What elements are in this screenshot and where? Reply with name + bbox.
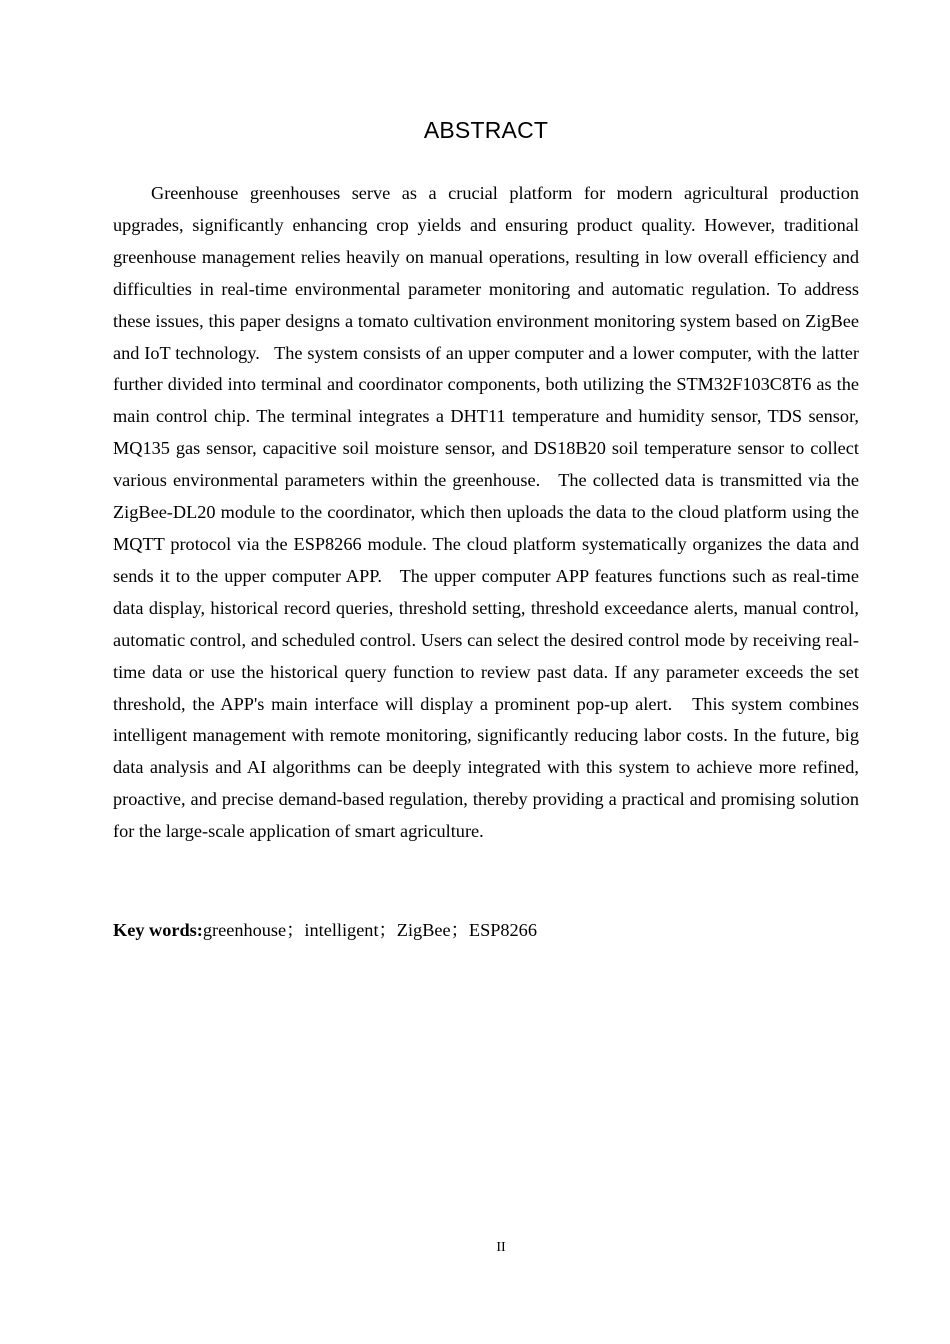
keywords-label: Key words: (113, 920, 203, 940)
abstract-body: Greenhouse greenhouses serve as a crucial platform for modern agricultural production upgrades, significantly enhancing crop yields and ensuring product quality. However, traditional greenhouse management relies heavily on manual operations, resulting in low overall efficiency and difficulties in real-time environmental parameter monitoring and automatic regulation. To address these issues, this paper designs a tomato cultivation environment monitoring system based on ZigBee and IoT technology. The system consists of an upper computer and a lower computer, with the latter further divided into terminal and coordinator components, both utilizing the STM32F103C8T6 as the main control chip. The terminal integrates a DHT11 temperature and humidity sensor, TDS sensor, MQ135 gas sensor, capacitive soil moisture sensor, and DS18B20 soil temperature sensor to collect various environmental parameters within the greenhouse. The collected data is transmitted via the ZigBee-DL20 module to the coordinator, which then uploads the data to the cloud platform using the MQTT protocol via the ESP8266 module. The cloud platform systematically organizes the data and sends it to the upper computer APP. The upper computer APP features functions such as real-time data display, historical record queries, threshold setting, threshold exceedance alerts, manual control, automatic control, and scheduled control. Users can select the desired control mode by receiving real-time data or use the historical query function to review past data. If any parameter exceeds the set threshold, the APP's main interface will display a prominent pop-up alert. This system combines intelligent management with remote monitoring, significantly reducing labor costs. In the future, big data analysis and AI algorithms can be deeply integrated with this system to achieve more refined, proactive, and precise demand-based regulation, thereby providing a practical and promising solution for the large-scale application of smart agriculture. (113, 183, 864, 842)
keywords-line (113, 914, 859, 946)
abstract-title: ABSTRACT (423, 117, 549, 143)
keywords-list: greenhouse；intelligent；ZigBee；ESP8266 (202, 920, 537, 940)
page-number: II (496, 1240, 506, 1255)
